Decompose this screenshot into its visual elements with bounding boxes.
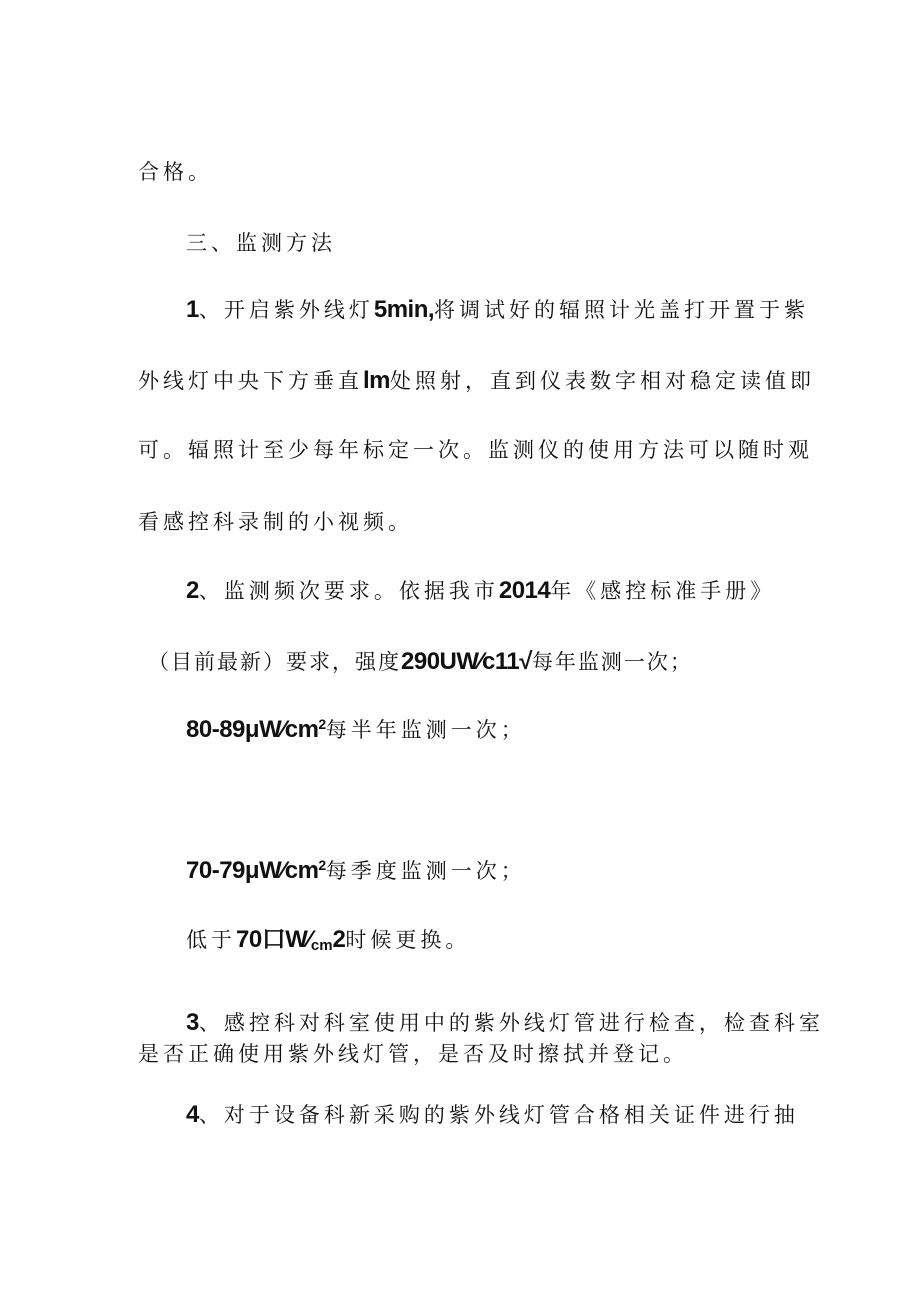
- text: 是否正确使用紫外线灯管，是否及时擦拭并登记。: [138, 1042, 688, 1066]
- item-number: 4: [186, 1101, 199, 1128]
- list-item-1: [186, 296, 809, 324]
- text: 、对于设备科新采购的紫外线灯管合格相关证件进行抽: [198, 1103, 799, 1127]
- text: 低于: [186, 928, 236, 952]
- subscript: cm: [310, 937, 333, 954]
- superscript: 2: [318, 716, 326, 732]
- value-text: 70口W∕: [236, 926, 311, 953]
- text: 、感控科对科室使用中的紫外线灯管进行检查，检查科室: [198, 1011, 824, 1035]
- section-heading: [186, 229, 336, 257]
- paragraph-line: [138, 367, 815, 395]
- list-item-2: [186, 577, 775, 605]
- value-text: 80-89μW∕cm: [186, 716, 319, 743]
- text: 时候更换。: [345, 928, 471, 952]
- text: 、监测频次要求。依据我市: [198, 579, 499, 603]
- value-text: 2014: [498, 577, 551, 604]
- list-item-3: [186, 1009, 824, 1037]
- paragraph-line: [186, 716, 526, 744]
- text: 可。辐照计至少每年标定一次。监测仪的使用方法可以随时观: [138, 438, 813, 462]
- text: 年《感控标准手册》: [550, 579, 776, 603]
- item-number: 1: [186, 296, 199, 323]
- list-item-4: [186, 1101, 799, 1129]
- text: 每半年监测一次；: [325, 718, 526, 742]
- value-text: 290UW∕c11√: [401, 648, 532, 675]
- paragraph-line: [138, 436, 813, 464]
- value-text: 2: [332, 926, 346, 953]
- item-number: 3: [186, 1009, 199, 1036]
- text: 将调试好的辐照计光盖打开置于紫: [434, 298, 810, 322]
- paragraph-line: [138, 508, 413, 536]
- value-text: 70-79μW∕cm: [186, 857, 319, 884]
- text: 每季度监测一次；: [325, 859, 526, 883]
- value-text: lm: [363, 367, 391, 394]
- text: 合格。: [138, 160, 213, 184]
- paragraph-line: [138, 158, 213, 186]
- paragraph-line: [138, 1040, 688, 1068]
- paragraph-line: [186, 857, 526, 885]
- paragraph-line: [186, 926, 470, 960]
- superscript: 2: [318, 857, 326, 873]
- item-number: 2: [186, 577, 199, 604]
- text: 每年监测一次；: [531, 650, 693, 674]
- paragraph-line: [148, 648, 693, 676]
- text: 处照射，直到仪表数字相对稳定读值即: [390, 369, 816, 393]
- text: 外线灯中央下方垂直: [138, 369, 363, 393]
- text: 看感控科录制的小视频。: [138, 510, 413, 534]
- text: （目前最新）要求，强度: [148, 650, 401, 674]
- text: 、开启紫外线灯: [198, 298, 374, 322]
- value-text: 5min,: [373, 296, 435, 323]
- heading-text: 三、监测方法: [186, 231, 336, 255]
